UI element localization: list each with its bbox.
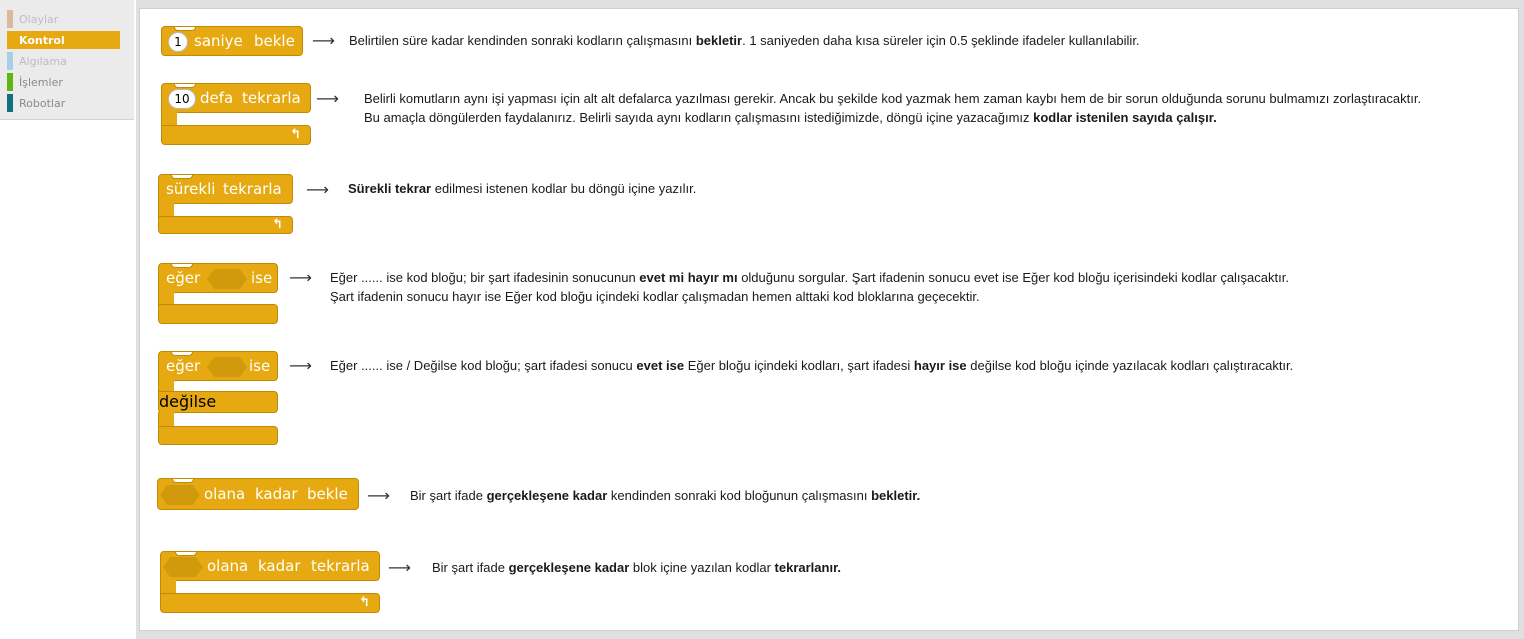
block-word: defa — [200, 89, 234, 107]
arrow-icon: ⟶ — [289, 356, 312, 375]
arrow-icon: ⟶ — [388, 558, 411, 577]
arrow-icon: ⟶ — [316, 89, 339, 108]
block-word: kadar — [255, 485, 298, 503]
category-algilama[interactable] — [7, 52, 120, 70]
category-islemler[interactable] — [7, 73, 120, 91]
arrow-icon: ⟶ — [289, 268, 312, 287]
wait-until-block[interactable] — [157, 478, 359, 510]
block-word: olana — [207, 557, 249, 575]
loop-arm — [158, 203, 174, 217]
block-word: ise — [249, 357, 271, 375]
block-word: bekle — [254, 32, 295, 50]
arrow-icon: ⟶ — [367, 486, 390, 505]
block-word: sürekli — [166, 180, 216, 198]
else-label: değilse — [159, 392, 217, 411]
category-color-swatch — [7, 52, 13, 70]
category-olaylar[interactable] — [7, 10, 120, 28]
description-forever: Sürekli tekrar edilmesi istenen kodlar bu döngü içine yazılır. — [348, 181, 697, 196]
condition-slot[interactable] — [163, 557, 203, 577]
main-panel — [136, 0, 1524, 639]
times-input[interactable]: 10 — [168, 89, 196, 109]
loop-arrow-icon: ↰ — [290, 127, 301, 142]
category-panel — [0, 0, 134, 120]
block-word: bekle — [307, 485, 348, 503]
block-word: olana — [204, 485, 246, 503]
if-header[interactable] — [158, 263, 278, 293]
condition-slot[interactable] — [207, 269, 247, 289]
repeat-until-header[interactable] — [160, 551, 380, 581]
block-palette-canvas — [139, 8, 1519, 631]
condition-slot[interactable] — [207, 357, 247, 377]
sidebar — [0, 0, 134, 639]
category-label: Kontrol — [19, 33, 65, 47]
block-notch — [172, 479, 194, 483]
if-else-header[interactable] — [158, 351, 278, 381]
block-notch — [171, 175, 193, 179]
block-word: tekrarla — [311, 557, 370, 575]
block-notch — [175, 552, 197, 556]
category-color-swatch — [7, 31, 13, 49]
wait-seconds-block[interactable] — [161, 26, 303, 56]
block-word: tekrarla — [223, 180, 282, 198]
loop-arrow-icon: ↰ — [359, 595, 370, 610]
else-arm — [158, 412, 174, 427]
block-word: tekrarla — [242, 89, 301, 107]
block-notch — [171, 352, 193, 356]
category-color-swatch — [7, 94, 13, 112]
loop-arm — [160, 580, 176, 594]
block-word: ise — [251, 269, 273, 287]
block-notch — [171, 264, 193, 268]
description-if: Eğer ...... ise kod bloğu; bir şart ifadesinin sonucunun evet mi hayır mı olduğunu sorgular. Şart ifadenin sonucu evet ise Eğer kod bloğu içerisindeki kodlar çalışacaktır. Şart ifadenin sonucu hayır ise Eğer kod bloğu içindeki kodlar çalışmadan hemen alttaki kod bloklarına geçecektir. — [330, 270, 1289, 304]
description-wait: Belirtilen süre kadar kendinden sonraki kodların çalışmasını bekletir. 1 saniyeden daha kısa süreler için 0.5 şeklinde ifadeler kullanılabilir. — [349, 33, 1140, 48]
category-label: Algılama — [19, 54, 67, 68]
condition-slot[interactable] — [160, 485, 200, 505]
category-label: Olaylar — [19, 12, 59, 26]
else-section — [158, 391, 278, 413]
category-label: Robotlar — [19, 96, 66, 110]
repeat-times-header[interactable] — [161, 83, 311, 113]
loop-footer — [160, 593, 380, 613]
loop-footer — [158, 216, 293, 234]
block-word: saniye — [194, 32, 243, 50]
category-color-swatch — [7, 10, 13, 28]
category-label: İşlemler — [19, 75, 63, 89]
block-notch — [174, 27, 196, 31]
arrow-icon: ⟶ — [306, 180, 329, 199]
loop-arm — [161, 112, 177, 126]
seconds-input[interactable]: 1 — [168, 32, 188, 52]
arrow-icon: ⟶ — [312, 31, 335, 50]
block-notch — [174, 84, 196, 88]
description-repeat-until: Bir şart ifade gerçekleşene kadar blok içine yazılan kodlar tekrarlanır. — [432, 560, 842, 575]
category-color-swatch — [7, 73, 13, 91]
category-kontrol[interactable] — [7, 31, 120, 49]
description-if-else: Eğer ...... ise / Değilse kod bloğu; şart ifadesi sonucu evet ise Eğer bloğu içindeki kodları, şart ifadesi hayır ise değilse kod bloğu içinde yazılacak kodları çalıştıracaktır. — [330, 358, 1294, 373]
description-wait-until: Bir şart ifade gerçekleşene kadar kendinden sonraki kod bloğunun çalışmasını bekletir. — [410, 488, 921, 503]
loop-footer — [161, 125, 311, 145]
description-repeat: Belirli komutların aynı işi yapması için alt alt defalarca yazılması gerekir. Ancak bu şekilde kod yazmak hem zaman kaybı hem de bir sorun olduğunda sorunu bulmamızı zorlaştıracaktır. Bu amaçla döngülerden faydalanırız. Belirli sayıda aynı kodların çalışmasını istediğimizde, döngü içine yazacağımız kodlar istenilen sayıda çalışır. — [364, 91, 1422, 125]
if-else-footer — [158, 426, 278, 445]
loop-arrow-icon: ↰ — [272, 217, 283, 232]
if-footer — [158, 304, 278, 324]
block-word: kadar — [258, 557, 301, 575]
block-word: eğer — [166, 357, 201, 375]
block-word: eğer — [166, 269, 201, 287]
category-robotlar[interactable] — [7, 94, 120, 112]
forever-header[interactable] — [158, 174, 293, 204]
